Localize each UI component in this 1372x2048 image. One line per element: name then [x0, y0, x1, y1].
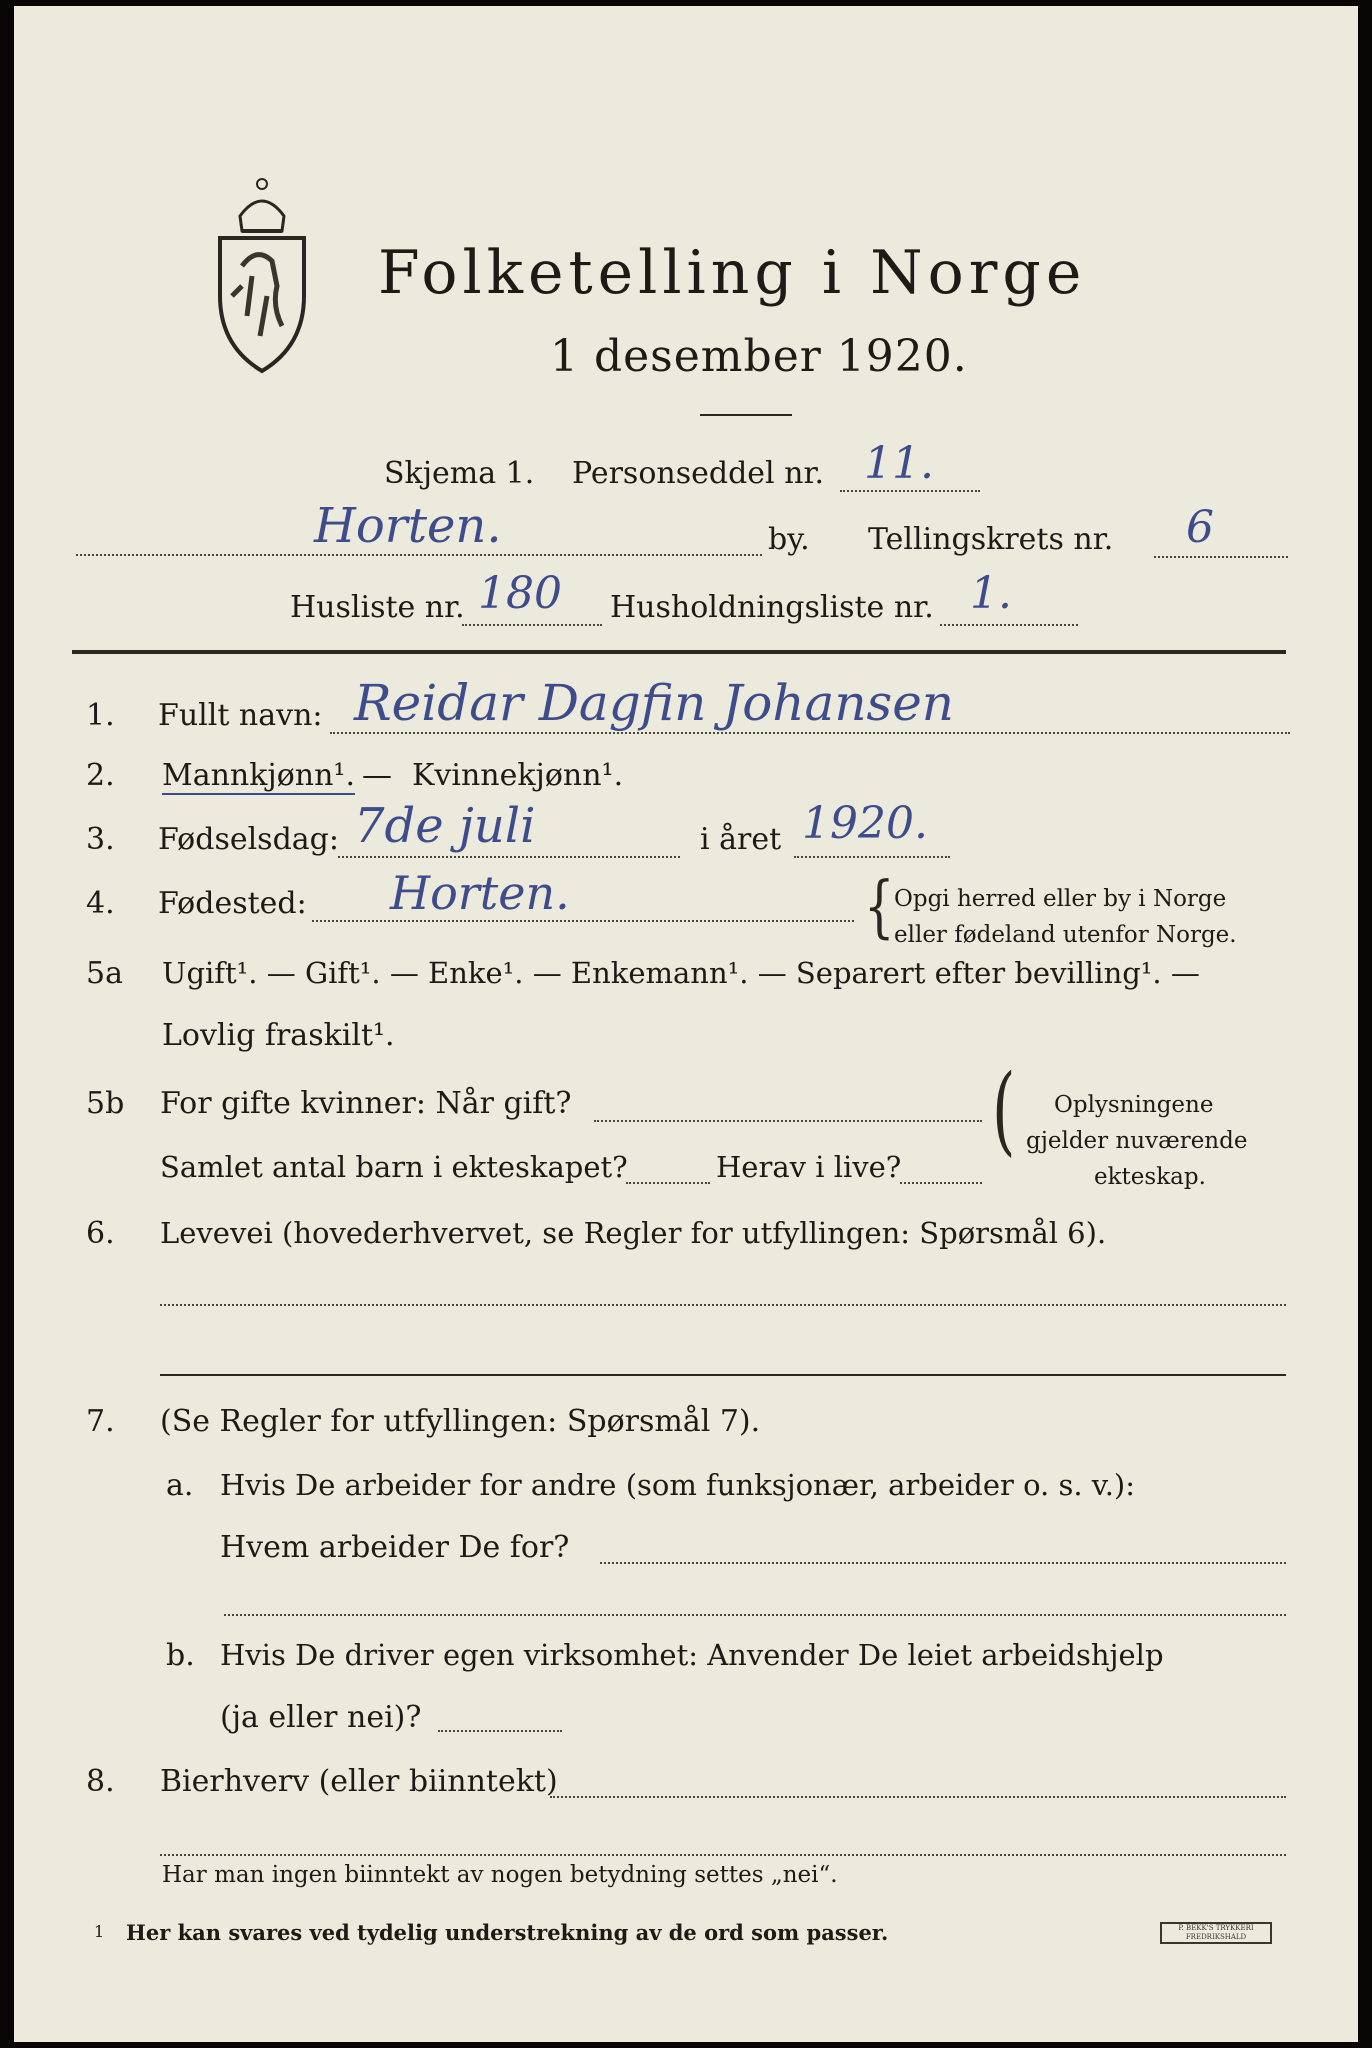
husliste-line [462, 624, 602, 626]
q6-line2 [160, 1374, 1286, 1376]
q5b-children-line [626, 1182, 710, 1184]
q3-value: 7de juli [354, 798, 536, 854]
q3-number: 3. [86, 822, 115, 857]
q8-line1 [550, 1796, 1286, 1798]
personseddel-value: 11. [864, 438, 934, 489]
q7-label: (Se Regler for utfyllingen: Spørsmål 7). [160, 1404, 761, 1439]
q7b-line2: (ja eller nei)? [220, 1700, 422, 1735]
husliste-label: Husliste nr. [290, 590, 465, 625]
q5b-note-line2: gjelder nuværende [1026, 1128, 1248, 1154]
q2-male-option: Mannkjønn¹. [162, 758, 355, 793]
census-form-sheet [14, 6, 1358, 2042]
q4-label: Fødested: [158, 886, 307, 921]
q1-line [330, 732, 1290, 734]
personseddel-line [840, 490, 980, 492]
by-label: by. [768, 522, 810, 557]
q3-year-line [794, 856, 950, 858]
form-title: Folketelling i Norge [378, 238, 1087, 308]
q5a-number: 5a [86, 956, 123, 991]
q5b-alive-label: Herav i live? [716, 1150, 902, 1184]
q4-value: Horten. [390, 866, 570, 920]
q4-number: 4. [86, 886, 115, 921]
q2-separator: — [362, 758, 392, 793]
tellingskrets-label: Tellingskrets nr. [868, 522, 1114, 557]
q7a-line2: Hvem arbeider De for? [220, 1530, 570, 1565]
q8-line2 [160, 1854, 1286, 1856]
q7a-answer-line1 [600, 1562, 1286, 1564]
q4-note-line1: Opgi herred eller by i Norge [894, 886, 1227, 912]
q5b-note-line3: ekteskap. [1094, 1164, 1206, 1190]
q5b-married-line [594, 1120, 982, 1122]
no-income-note: Har man ingen biinntekt av nogen betydning settes „nei“. [162, 1862, 838, 1888]
q6-line1 [160, 1304, 1286, 1306]
personseddel-label: Personseddel nr. [572, 456, 825, 491]
husholdningsliste-label: Husholdningsliste nr. [610, 590, 934, 625]
footnote-text: Her kan svares ved tydelig understrekning av de ord som passer. [126, 1920, 889, 1945]
q3-line [338, 856, 680, 858]
q6-number: 6. [86, 1216, 115, 1251]
q6-label: Levevei (hovederhvervet, se Regler for utfyllingen: Spørsmål 6). [160, 1216, 1107, 1250]
form-date: 1 desember 1920. [550, 331, 968, 382]
q5b-line1: For gifte kvinner: Når gift? [160, 1086, 572, 1121]
q7b-number: b. [166, 1638, 195, 1673]
q5a-options-line2: Lovlig fraskilt¹. [162, 1018, 395, 1053]
title-rule [700, 414, 792, 416]
city-line [76, 554, 762, 556]
q7a-number: a. [166, 1468, 194, 1503]
q4-note-line2: eller fødeland utenfor Norge. [894, 922, 1237, 948]
q5b-brace: ( [992, 1055, 1016, 1167]
husholdningsliste-line [940, 624, 1078, 626]
q5b-alive-line [900, 1182, 982, 1184]
q5b-children-label: Samlet antal barn i ekteskapet? [160, 1150, 628, 1184]
q8-label: Bierhverv (eller biinntekt) [160, 1764, 558, 1799]
q7a-answer-line2 [224, 1614, 1286, 1616]
q7-number: 7. [86, 1404, 115, 1439]
q3-year-label: i året [700, 822, 782, 857]
footnote-mark: 1 [94, 1922, 105, 1941]
husliste-value: 180 [478, 568, 562, 619]
q3-label: Fødselsdag: [158, 822, 339, 857]
city-value: Horten. [314, 498, 502, 554]
q1-label: Fullt navn: [158, 698, 323, 733]
q2-female-option: Kvinnekjønn¹. [412, 758, 624, 793]
q7b-line1: Hvis De driver egen virksomhet: Anvender De leiet arbeidshjelp [220, 1638, 1164, 1672]
tellingskrets-value: 6 [1186, 502, 1214, 553]
q5a-options-line1: Ugift¹. — Gift¹. — Enke¹. — Enkemann¹. — Separert efter bevilling¹. — [162, 956, 1200, 990]
q4-brace: { [864, 867, 895, 947]
q7b-answer-line [438, 1730, 562, 1732]
q2-number: 2. [86, 758, 115, 793]
q5b-note-line1: Oplysningene [1054, 1092, 1214, 1118]
q8-number: 8. [86, 1764, 115, 1799]
skjema-label: Skjema 1. [384, 456, 535, 491]
coat-of-arms-icon [212, 176, 312, 376]
husholdningsliste-value: 1. [970, 568, 1012, 619]
q7a-line1: Hvis De arbeider for andre (som funksjonær, arbeider o. s. v.): [220, 1468, 1136, 1502]
q5b-number: 5b [86, 1086, 125, 1121]
q1-number: 1. [86, 698, 115, 733]
section-divider [72, 650, 1286, 654]
q4-line [312, 920, 854, 922]
tellingskrets-line [1154, 556, 1288, 558]
printer-stamp: P. BEKK'S TRYKKERI FREDRIKSHALD [1160, 1922, 1272, 1944]
q1-value: Reidar Dagfin Johansen [354, 674, 954, 732]
q3-year-value: 1920. [802, 798, 928, 849]
